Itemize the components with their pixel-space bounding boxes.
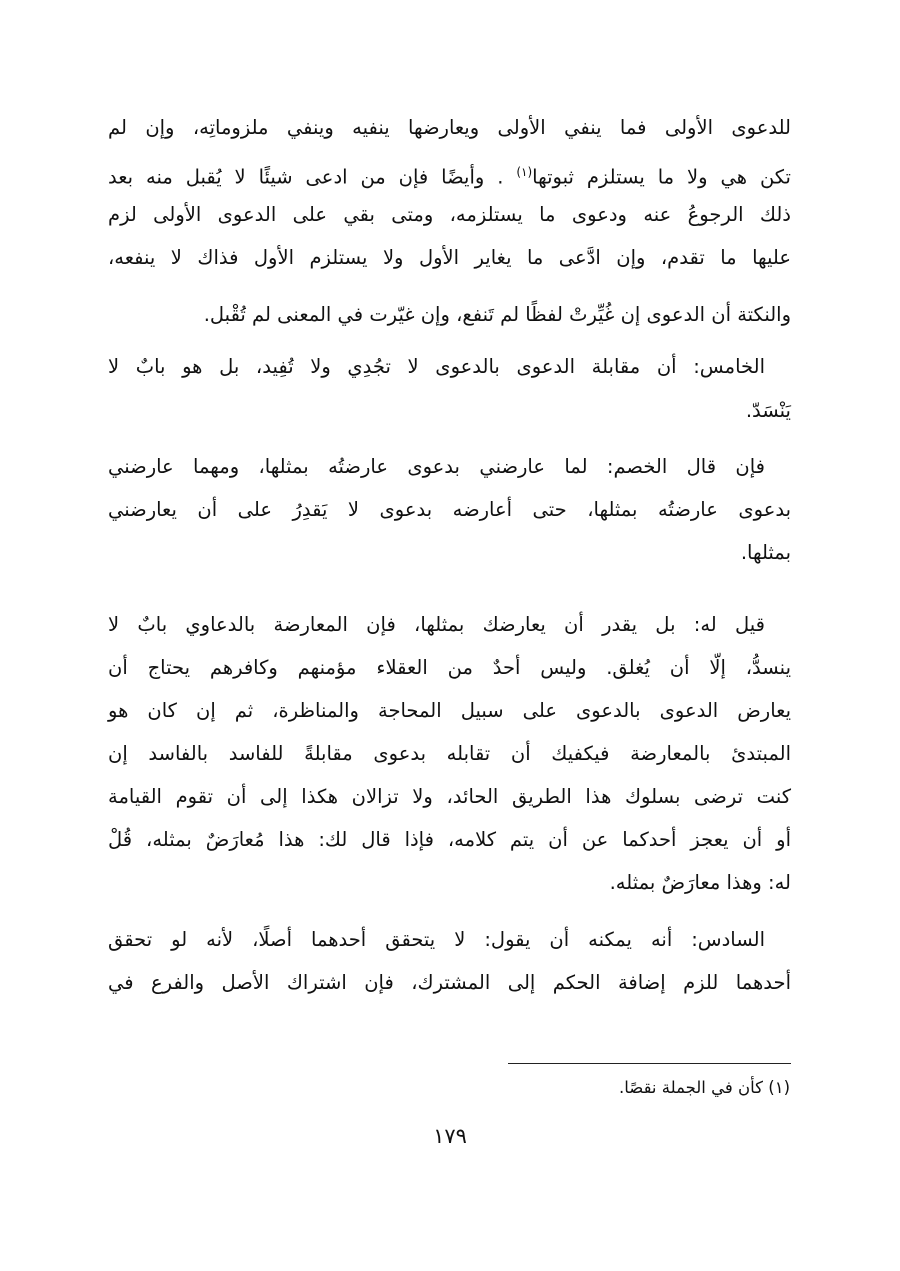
text-line: يعارض الدعوى بالدعوى على سبيل المحاجة والمناظرة، ثم إن كان هو [108,699,791,722]
text-line: ينسدُّ، إلّا أن يُغلق. وليس أحدٌ من العقلاء مؤمنهم وكافرهم يحتاج أن [108,656,791,679]
text-line: والنكتة أن الدعوى إن غُيِّرتْ لفظًا لم تَنفع، وإن غيّرت في المعنى لم تُقْبل. [203,303,791,326]
text-line: له: وهذا معارَضٌ بمثله. [609,871,791,894]
text-line: بمثلها. [740,541,791,564]
text-line: عليها ما تقدم، وإن ادَّعى ما يغاير الأول ولا يستلزم الأول فذاك لا ينفعه، [108,246,791,269]
footnote: (١) كأن في الجملة نقصًا. [619,1078,790,1097]
text-line: السادس: أنه يمكنه أن يقول: لا يتحقق أحدهما أصلًا، لأنه لو تحقق [108,928,765,951]
text-segment: . وأيضًا فإن من ادعى شيئًا لا يُقبل منه بعد [108,165,504,189]
text-line: المبتدئ بالمعارضة فيكفيك أن تقابله بدعوى مقابلةً للفاسد بالفاسد إن [108,742,791,765]
footnote-divider [508,1063,791,1064]
text-line: فإن قال الخصم: لما عارضني بدعوى عارضتُه بمثلها، ومهما عارضني [108,455,765,478]
text-segment: تكن هي ولا ما يستلزم ثبوتها [532,165,791,189]
text-line: للدعوى الأولى فما ينفي الأولى ويعارضها ينفيه وينفي ملزوماتِه، وإن لم [108,116,791,139]
text-line: الخامس: أن مقابلة الدعوى بالدعوى لا تجُدِي ولا تُفِيد، بل هو بابٌ لا [108,355,765,378]
text-line: بدعوى عارضتُه بمثلها، حتى أعارضه بدعوى لا يَقدِرُ على أن يعارضني [108,498,791,521]
text-line [108,157,791,187]
text-line: أحدهما للزم إضافة الحكم إلى المشترك، فإن اشتراك الأصل والفرع في [108,971,791,994]
text-line: كنت ترضى بسلوك هذا الطريق الحائد، ولا تزالان هكذا إلى أن تقوم القيامة [108,785,791,808]
footnote-ref[interactable]: (١) [516,165,533,179]
text-line: يَنْسَدّ. [745,399,791,422]
page-number: ١٧٩ [433,1124,467,1148]
text-line: أو أن يعجز أحدكما عن أن يتم كلامه، فإذا قال لك: هذا مُعارَضٌ بمثله، قُلْ [108,828,791,851]
text-line: ذلك الرجوعُ عنه ودعوى ما يستلزمه، ومتى بقي على الدعوى الأولى لزم [108,203,791,226]
text-line: قيل له: بل يقدر أن يعارضك بمثلها، فإن المعارضة بالدعاوي بابٌ لا [108,613,765,636]
